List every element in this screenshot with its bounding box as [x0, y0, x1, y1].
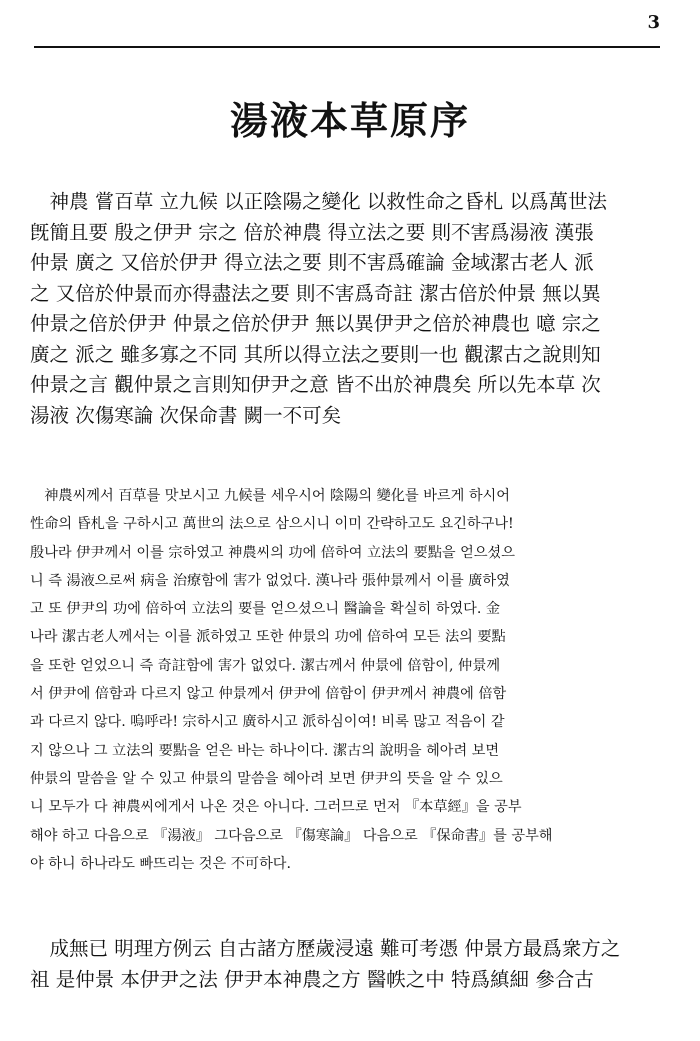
- translation-line: 나라 潔古老人께서는 이를 派하였고 또한 仲景의 功에 倍하여 모든 法의 要點: [30, 629, 506, 646]
- quotation-line: 祖 是仲景 本伊尹之法 伊尹本神農之方 醫帙之中 特爲縝細 參合古: [30, 967, 594, 991]
- page-number: 3: [647, 12, 660, 33]
- classical-chinese-preface: [30, 187, 670, 431]
- translation-line: 고 또 伊尹의 功에 倍하여 立法의 要를 얻으셨으니 醫論을 확실히 하였다. 金: [30, 601, 501, 618]
- translation-line: 을 또한 얻었으니 즉 奇註함에 害가 없었다. 潔古께서 仲景에 倍함이, 仲景께: [30, 657, 501, 674]
- classical-line: 仲景之言 觀仲景之言則知伊尹之意 皆不出於神農矣 所以先本草 次: [30, 373, 601, 396]
- classical-line: 神農 嘗百草 立九候 以正陰陽之變化 以救性命之昏札 以爲萬世法: [30, 190, 607, 213]
- classical-line: 湯液 次傷寒論 次保命書 闕一不可矣: [30, 403, 342, 427]
- classical-line: 仲景之倍於伊尹 仲景之倍於伊尹 無以異伊尹之倍於神農也 噫 宗之: [30, 312, 601, 335]
- classical-quotation: [30, 934, 670, 995]
- translation-line: 야 하니 하나라도 빠뜨리는 것은 不可하다.: [30, 855, 292, 872]
- translation-line: 니 즉 湯液으로써 病을 治療함에 害가 없었다. 漢나라 張仲景께서 이를 廣하였: [30, 572, 510, 589]
- classical-line: 旣簡且要 殷之伊尹 宗之 倍於神農 得立法之要 則不害爲湯液 漢張: [30, 220, 594, 244]
- translation-line: 仲景의 말씀을 알 수 있고 仲景의 말씀을 헤아려 보면 伊尹의 뜻을 알 수 있으: [30, 770, 503, 787]
- classical-line: 之 又倍於仲景而亦得盡法之要 則不害爲奇註 潔古倍於仲景 無以異: [30, 281, 601, 305]
- translation-line: 해야 하고 다음으로 『湯液』 그다음으로 『傷寒論』 다음으로 『保命書』를 공부해: [30, 827, 553, 844]
- translation-line: 神農씨께서 百草를 맛보시고 九候를 세우시어 陰陽의 變化를 바르게 하시어: [30, 488, 510, 504]
- translation-line: 殷나라 伊尹께서 이를 宗하였고 神農씨의 功에 倍하여 立法의 要點을 얻으셨으: [30, 544, 515, 561]
- translation-line: 서 伊尹에 倍함과 다르지 않고 仲景께서 伊尹에 倍함이 伊尹께서 神農에 倍함: [30, 686, 507, 703]
- korean-translation: [30, 482, 670, 878]
- quotation-line: 成無已 明理方例云 自古諸方歷歲浸遠 難可考憑 仲景方最爲衆方之: [30, 937, 621, 960]
- translation-line: 性命의 昏札을 구하시고 萬世의 法으로 삼으시니 이미 간략하고도 요긴하구나!: [30, 516, 514, 533]
- translation-line: 과 다르지 않다. 嗚呼라! 宗하시고 廣하시고 派하심이여! 비록 많고 적음이 같: [30, 714, 505, 731]
- classical-line: 仲景 廣之 又倍於伊尹 得立法之要 則不害爲確論 金域潔古老人 派: [30, 251, 594, 274]
- header-rule: [34, 46, 660, 48]
- translation-line: 니 모두가 다 神農씨에게서 나온 것은 아니다. 그러므로 먼저 『本草經』을 공부: [30, 799, 522, 816]
- page-title: 湯液本草原序: [229, 98, 470, 143]
- translation-line: 지 않으나 그 立法의 要點을 얻은 바는 하나이다. 潔古의 說明을 헤아려 보면: [30, 742, 500, 759]
- classical-line: 廣之 派之 雖多寡之不同 其所以得立法之要則一也 觀潔古之說則知: [30, 342, 601, 366]
